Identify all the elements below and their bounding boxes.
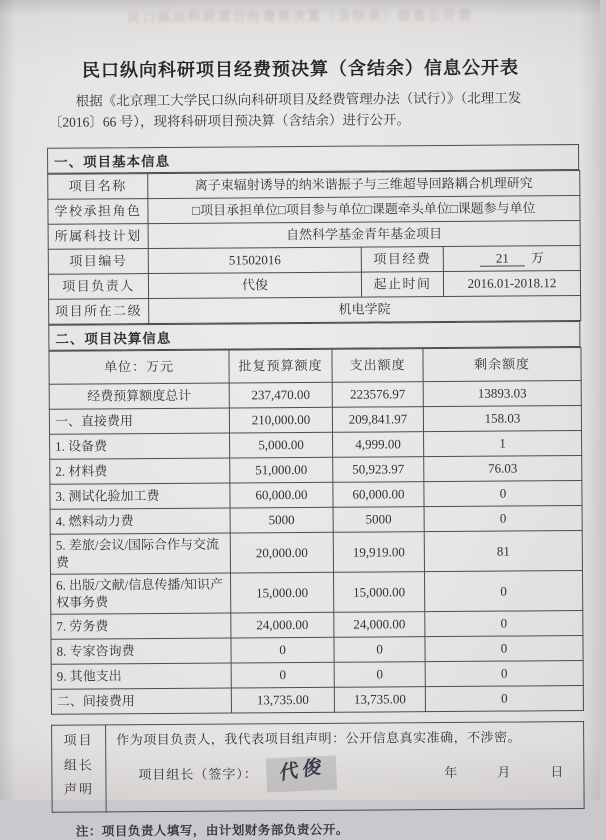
approved-value: 5000: [230, 507, 333, 533]
intro-paragraph: [49, 88, 557, 133]
department-label: 项目所在二级: [49, 298, 149, 324]
approved-value: 51,000.00: [230, 457, 333, 483]
project-no-label: 项目编号: [48, 248, 148, 274]
month-label: 月: [497, 764, 511, 780]
budget-row-labor: [51, 611, 583, 640]
department-row: [49, 295, 581, 324]
row-label: 8. 专家咨询费: [51, 638, 231, 664]
handwritten-signature: 代俊: [276, 755, 326, 785]
role-label: 学校承担角色: [48, 198, 148, 224]
form-body: [47, 144, 584, 840]
spent-value: 13,735.00: [334, 687, 425, 713]
remaining-value: 0: [424, 505, 582, 531]
col-spent: 支出额度: [332, 348, 423, 382]
budget-row-publication: [51, 570, 583, 614]
row-label: 6. 出版/文献/信息传播/知识产权事务费: [51, 573, 231, 614]
date-blanks: [404, 763, 573, 782]
project-name-label: 项目名称: [48, 173, 148, 199]
row-label: 一、直接费用: [49, 408, 229, 434]
remaining-value: 0: [425, 661, 583, 687]
department-value: 机电学院: [149, 295, 581, 323]
remaining-value: 81: [424, 530, 582, 571]
funding-unit: 万: [530, 250, 544, 266]
approved-value: 13,735.00: [231, 687, 334, 713]
remaining-value: 0: [424, 480, 582, 506]
approved-value: 15,000.00: [230, 572, 333, 613]
spent-value: 24,000.00: [334, 612, 425, 638]
role-row: [48, 195, 580, 224]
period-label: 起止时间: [361, 271, 443, 297]
budget-row-travel: [50, 530, 582, 574]
declaration-main: [106, 722, 585, 812]
bleed-through-text: 民口纵向科研项目经费预决算（含结余）信息公开表: [127, 7, 473, 26]
approved-value: 210,000.00: [229, 407, 332, 433]
period-value: 2016.01-2018.12: [443, 270, 580, 296]
approved-value: 237,470.00: [229, 382, 332, 408]
intro-line-2: 〔2016〕66 号），现将科研项目预决算（含结余）进行公开。: [48, 112, 411, 130]
row-label: 经费预算额度总计: [49, 383, 229, 409]
spent-value: 60,000.00: [333, 481, 424, 507]
remaining-value: 0: [425, 611, 583, 637]
row-label: 9. 其他支出: [51, 663, 231, 689]
declaration-row: [52, 722, 585, 812]
leader-name: 代俊: [148, 272, 361, 298]
intro-line-1: 根据《北京理工大学民口纵向科研项目及经费管理办法（试行）》（北理工发: [75, 90, 522, 109]
approved-value: 0: [231, 662, 334, 688]
approved-value: 24,000.00: [231, 612, 334, 638]
spent-value: 0: [334, 662, 425, 688]
side-line-1: 项目: [63, 732, 94, 748]
budget-row-other: [51, 661, 583, 690]
funding-label: 项目经费: [361, 246, 443, 272]
leader-row: [48, 270, 580, 299]
remaining-value: 1: [424, 430, 582, 456]
budget-row-total: [49, 380, 581, 409]
project-name-row: [48, 170, 580, 199]
section1-header: 一、项目基本信息: [47, 144, 579, 174]
approved-value: 20,000.00: [230, 532, 333, 573]
page-title: 民口纵向科研项目经费预决算（含结余）信息公开表: [81, 57, 520, 81]
row-label: 7. 劳务费: [51, 613, 231, 639]
spent-value: 4,999.00: [333, 431, 424, 457]
signature-stamp: [265, 755, 336, 792]
spent-value: 223576.97: [332, 381, 423, 407]
project-no-value: 51502016: [148, 247, 361, 273]
row-label: 二、间接费用: [51, 688, 231, 714]
budget-row-testing: [50, 480, 582, 509]
declaration-side-label: [52, 725, 107, 812]
approved-value: 0: [231, 637, 334, 663]
spent-value: 15,000.00: [333, 572, 424, 613]
section2-header: 二、项目决算信息: [48, 321, 580, 351]
program-label: 所属科技计划: [48, 223, 148, 249]
budget-row-direct: [49, 405, 581, 434]
leader-label: 项目负责人: [48, 273, 148, 299]
year-label: 年: [444, 764, 458, 780]
spent-value: 50,923.97: [333, 456, 424, 482]
funding-amount: 21: [480, 250, 525, 266]
remaining-value: 0: [425, 636, 583, 662]
remaining-value: 0: [425, 686, 583, 712]
row-label: 3. 测试化验加工费: [50, 483, 230, 509]
settlement-header-row: [49, 347, 581, 384]
project-no-row: [48, 245, 580, 274]
remaining-value: 13893.03: [423, 380, 581, 406]
project-name-value: 离子束辐射诱导的纳米谐振子与三维超导回路耦合机理研究: [148, 170, 580, 198]
col-unit: 单位：万元: [49, 350, 229, 384]
row-label: 5. 差旅/会议/国际合作与交流费: [50, 533, 230, 574]
basic-info-table: [47, 170, 581, 325]
budget-row-equipment: [50, 430, 582, 459]
funding-value: [443, 245, 580, 271]
approved-value: 5,000.00: [230, 432, 333, 458]
program-value: 自然科学基金青年基金项目: [148, 220, 580, 248]
spent-value: 209,841.97: [332, 406, 423, 432]
approved-value: 60,000.00: [230, 482, 333, 508]
row-label: 1. 设备费: [50, 433, 230, 459]
sign-label: 项目组长（签字）：: [138, 765, 258, 782]
budget-row-indirect: [51, 686, 583, 715]
side-line-3: 声明: [63, 781, 95, 797]
col-remaining: 剩余额度: [423, 347, 581, 381]
spent-value: 0: [334, 637, 425, 663]
side-line-2: 组长: [63, 757, 94, 773]
declaration-box: [51, 721, 585, 812]
row-label: 2. 材料费: [50, 458, 230, 484]
remaining-value: 76.03: [424, 455, 582, 481]
budget-row-materials: [50, 455, 582, 484]
settlement-table: [48, 347, 584, 715]
footer-note: 注：项目负责人填写，由计划财务部负责公开。: [75, 822, 349, 839]
spent-value: 19,919.00: [333, 531, 424, 572]
budget-row-fuel-power: [50, 505, 582, 534]
day-label: 日: [550, 763, 564, 779]
signature-row: [116, 755, 573, 792]
spent-value: 5000: [333, 506, 424, 532]
remaining-value: 158.03: [423, 405, 581, 431]
remaining-value: 0: [424, 570, 582, 611]
program-row: [48, 220, 580, 249]
col-approved-budget: 批复预算额度: [229, 349, 332, 383]
row-label: 4. 燃料动力费: [50, 508, 230, 534]
budget-row-expert-consult: [51, 636, 583, 665]
role-checkbox-options: □项目承担单位□项目参与单位□课题牵头单位□课题参与单位: [148, 195, 580, 223]
declaration-statement: 作为项目负责人，我代表项目组声明：公开信息真实准确，不涉密。: [116, 729, 522, 748]
